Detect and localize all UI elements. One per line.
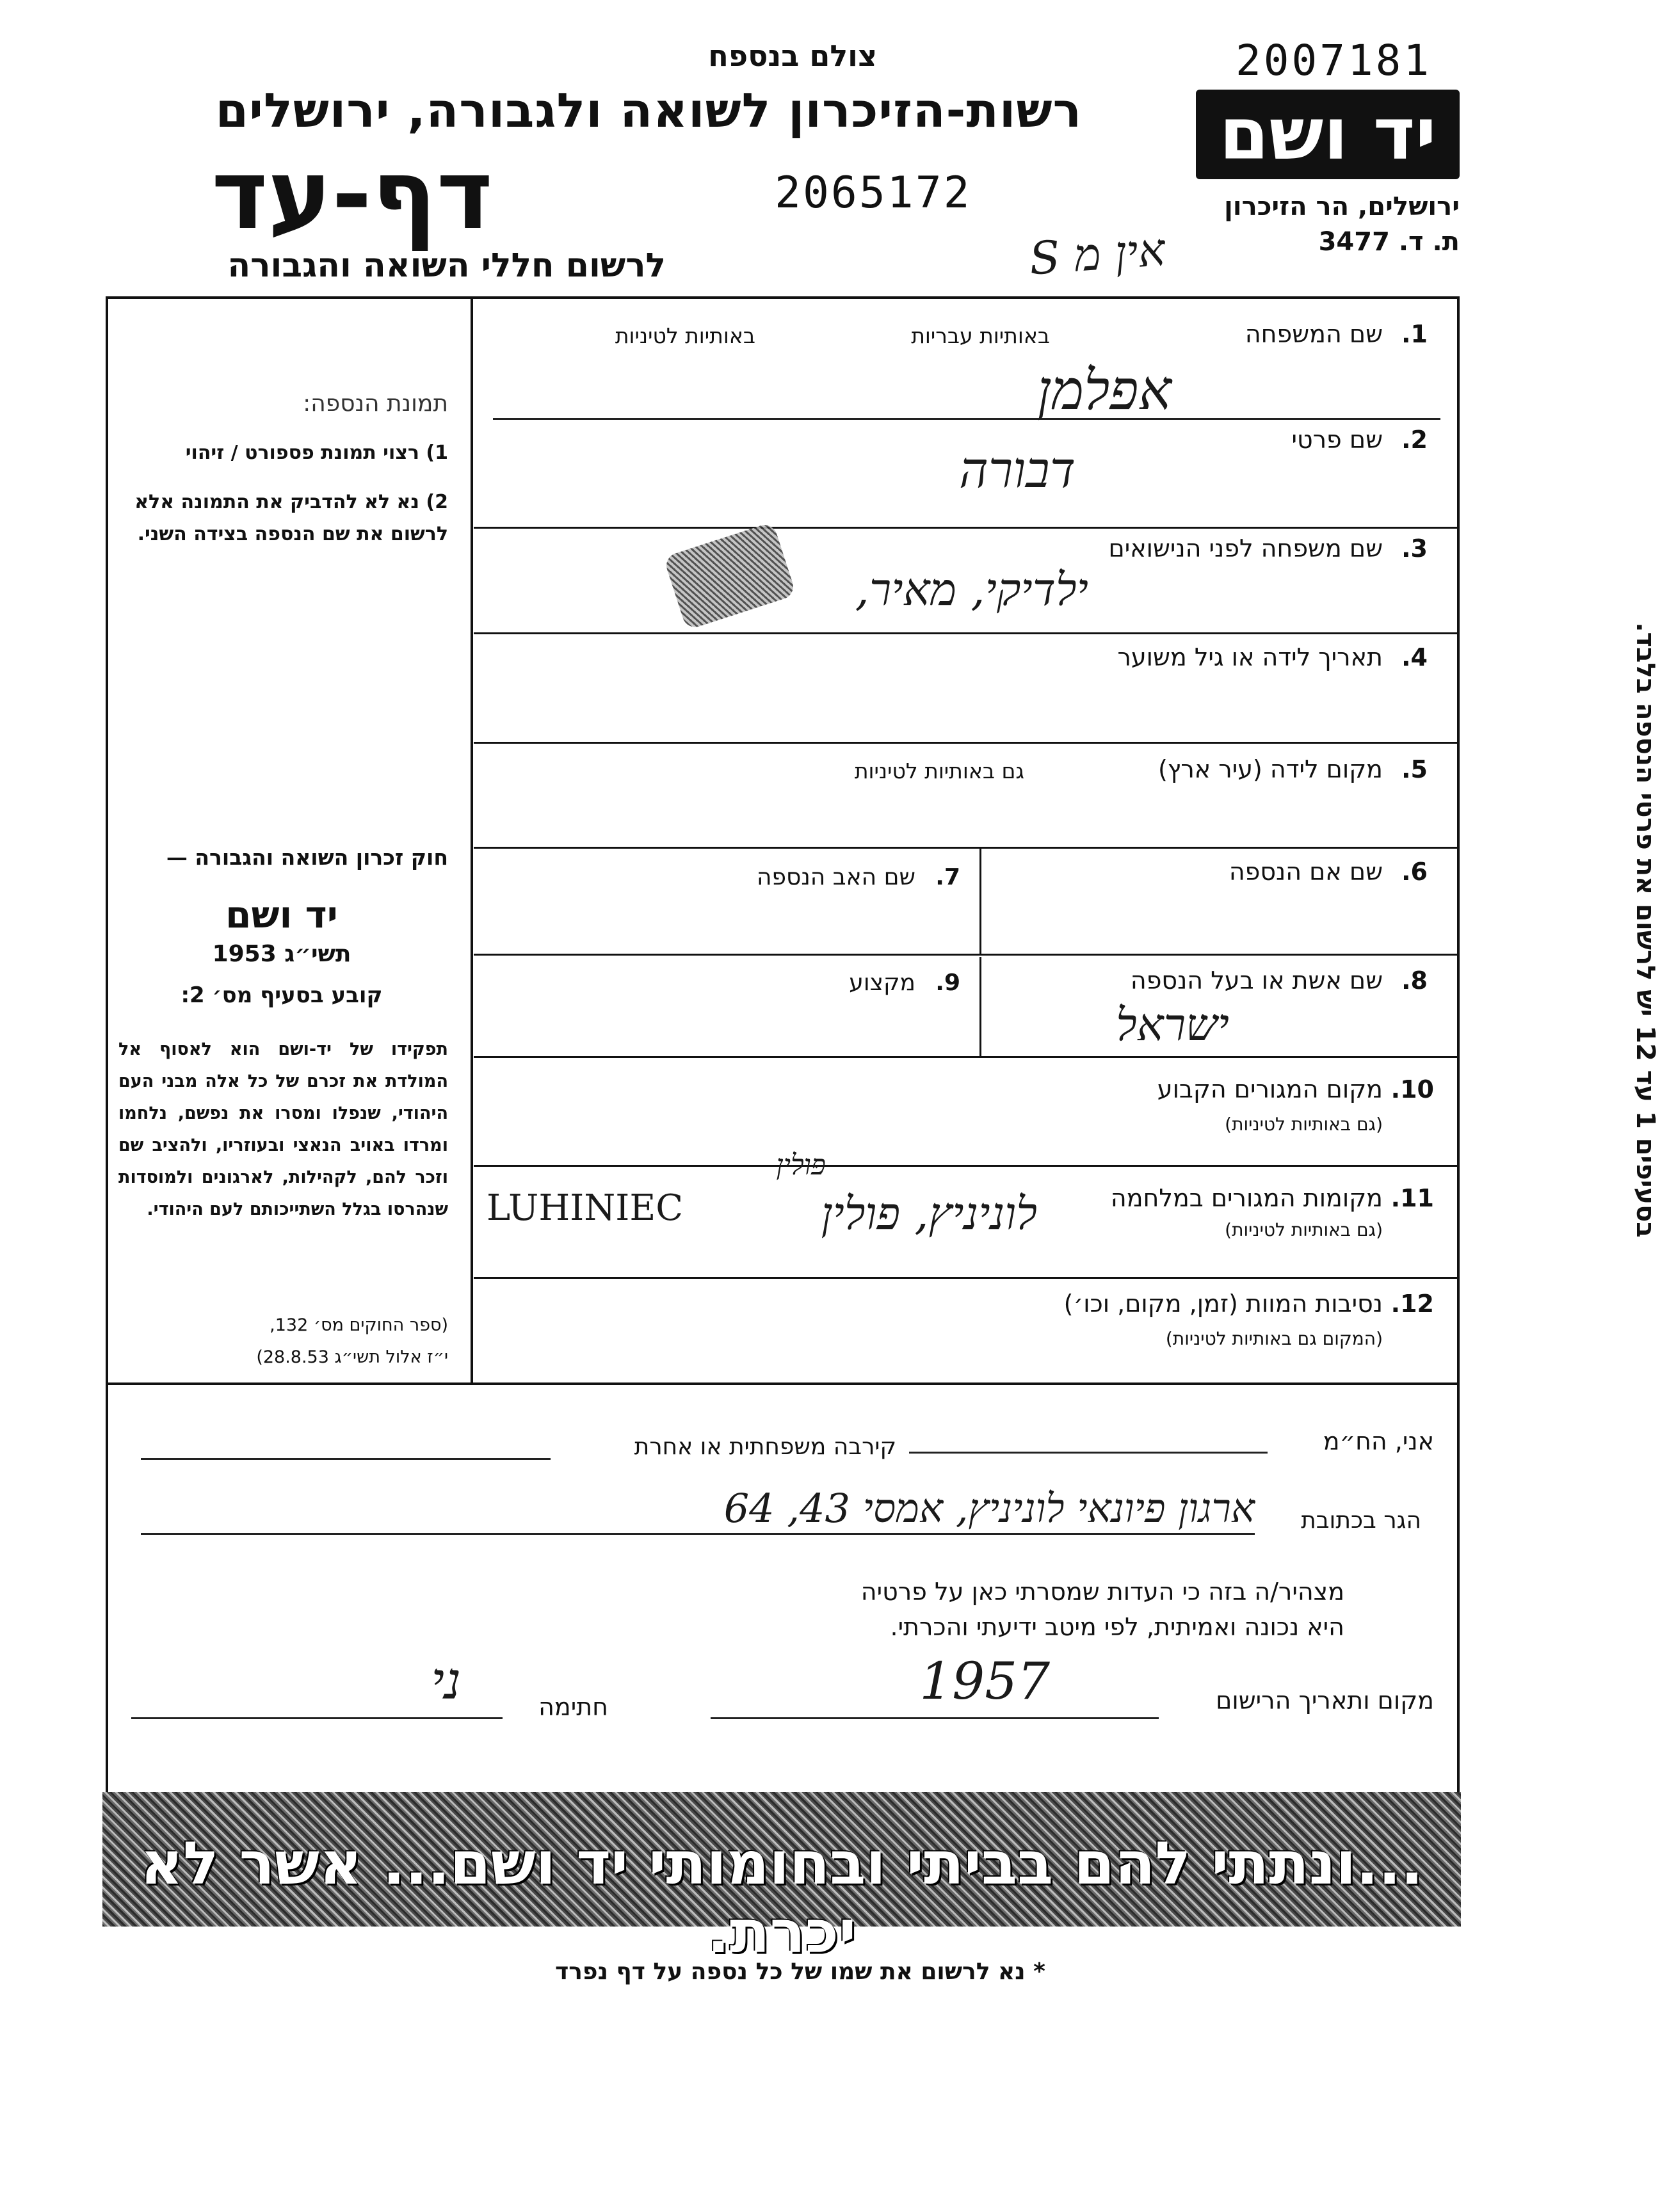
field-10-label: מקום המגורים הקבוע	[1157, 1075, 1383, 1103]
field-1-value: אפלמן	[1037, 358, 1172, 422]
side-note: בסעיפים 1 עד 12 יש לרשום את פרטי הנספה בלבד.	[1631, 622, 1660, 1238]
column-separator	[979, 848, 981, 954]
field-4-number: 4.	[1401, 643, 1428, 671]
field-11-note: (גם באותיות לטיניות)	[1225, 1219, 1383, 1240]
address-value: ארגון פיונאי לוניניץ, אמסי 43, 64	[723, 1485, 1255, 1532]
handwritten-reference: אין מ S	[1027, 223, 1167, 285]
authority-line: רשות-הזיכרון לשואה ולגבורה, ירושלים	[215, 83, 1082, 138]
row-separator	[474, 954, 1460, 956]
field-12-note: (המקום גם באותיות לטיניות)	[1165, 1328, 1383, 1349]
declarant-label: אני, הח״מ	[1323, 1427, 1434, 1455]
field-11-latin-value: LUHINIEC	[487, 1187, 684, 1229]
field-2-number: 2.	[1401, 426, 1428, 454]
field-4-label: תאריך לידה או גיל משוער	[1117, 643, 1383, 671]
field-9-label: מקצוע	[849, 970, 915, 996]
field-8-number: 8.	[1401, 966, 1428, 995]
document-number-top: 2007181	[1236, 36, 1432, 85]
panel-divider	[471, 296, 473, 1384]
field-3-value: ילדיקי, מאיר,	[855, 563, 1088, 616]
law-clause: קובע בסעיף מס׳ 2:	[181, 982, 383, 1008]
row-separator	[474, 1165, 1460, 1167]
statement-line-2: היא נכונה ואמיתית, לפי מיטב ידיעתי והכרתי.	[890, 1613, 1344, 1641]
field-5-label: מקום לידה (עיר ארץ)	[1158, 755, 1383, 783]
field-5-number: 5.	[1401, 755, 1428, 783]
column-separator	[979, 957, 981, 1056]
field-5-latin-hint: גם באותיות לטיניות	[854, 758, 1024, 783]
field-11-value: לוניניץ, פולין	[821, 1187, 1037, 1240]
field-2-label: שם פרטי	[1291, 426, 1383, 454]
field-3-label: שם משפחה לפני הנישואים	[1108, 534, 1383, 563]
footer-note: * נא לרשום את שמו של כל נספה על דף נפרד	[555, 1959, 1045, 1985]
signature-value: ני	[431, 1651, 461, 1711]
field-11-label: מקומות המגורים במלחמה	[1110, 1184, 1383, 1212]
field-7-number: 7.	[935, 864, 960, 890]
photo-instruction-2: 2) נא לא להדביק את התמונה אלא לרשום את שם הנספה בצידה השני.	[134, 491, 448, 545]
law-text: תפקידו של יד-ושם הוא לאסוף אל המולדת את זכרם של כל אלה מבני העם היהודי, שנפלו ומסרו את נפשם, נלחמו ומרדו באויב הנאצי ובעוזריו, ולהציב שם וזכר להם, לקהילות, לארגונים ולמוסדות שנהרסו בגלל השתייכותם לעם היהודי.	[118, 1039, 448, 1219]
place-date-value: 1957	[919, 1651, 1050, 1711]
yad-vashem-logo: יד ושם	[1196, 90, 1460, 179]
law-title: חוק זכרון השואה והגבורה —	[166, 845, 448, 870]
address-label: הגר בכתובת	[1301, 1507, 1421, 1534]
field-2-value: דבורה	[959, 442, 1076, 499]
row-separator	[474, 847, 1460, 849]
field-8-value: ישראל	[1115, 998, 1229, 1051]
address-line-2: ת. ד. 3477	[1318, 227, 1460, 257]
relation-line	[141, 1458, 551, 1460]
place-date-label: מקום ותאריך הרישום	[1216, 1687, 1434, 1715]
field-8-label: שם אשת או בעל הנספה	[1130, 966, 1383, 995]
law-year: תשי״ג 1953	[212, 941, 351, 967]
row-separator	[474, 527, 1460, 529]
document-number-mid: 2065172	[775, 168, 972, 218]
row-separator	[474, 1056, 1460, 1058]
address-line-1: ירושלים, הר הזיכרון	[1224, 192, 1460, 221]
field-9-number: 9.	[935, 970, 960, 996]
field-1-number: 1.	[1401, 320, 1428, 348]
field-1-hebrew-hint: באותיות עבריות	[911, 323, 1050, 348]
row-separator	[474, 742, 1460, 744]
photo-title: תמונת הנספה:	[303, 390, 448, 417]
field-1-latin-hint: באותיות לטיניות	[615, 323, 755, 348]
field-12-number: 12.	[1390, 1290, 1434, 1318]
field-10-note: (גם באותיות לטיניות)	[1225, 1114, 1383, 1135]
field-7-label: שם האב הנספה	[757, 864, 915, 890]
subtitle: לרשום חללי השואה והגבורה	[227, 246, 666, 285]
photo-note: צולם בנספח	[708, 38, 877, 73]
crossed-out-text	[663, 522, 796, 630]
photo-instruction-1: 1) רצוי תמונת פספורט / זיהוי	[185, 442, 448, 464]
quote-banner	[102, 1792, 1461, 1966]
field-12-label: נסיבות המוות (זמן, מקום, וכו׳)	[1063, 1290, 1383, 1318]
signature-label: חתימה	[538, 1693, 608, 1721]
law-source: (ספר החוקים מס׳ 132,	[270, 1315, 448, 1335]
field-6-label: שם אם הנספה	[1229, 858, 1383, 886]
field-6-number: 6.	[1401, 858, 1428, 886]
field-3-number: 3.	[1401, 534, 1428, 563]
form-left-border	[106, 296, 108, 1916]
field-11-value-small: פולין	[776, 1149, 826, 1182]
form-top-border	[106, 296, 1460, 299]
quote-banner-text: ...ונתתי להם בביתי ובחומותי יד ושם... אשר לא יכרת.	[140, 1829, 1423, 1966]
form-right-border	[1457, 296, 1460, 1794]
main-title: דף-עד	[211, 140, 493, 251]
row-separator	[474, 632, 1460, 634]
field-1-label: שם המשפחה	[1245, 320, 1383, 348]
address-line	[141, 1533, 1255, 1535]
relation-label: קירבה משפחתית או אחרת	[634, 1434, 896, 1460]
field-10-number: 10.	[1390, 1075, 1434, 1103]
place-date-line	[711, 1717, 1159, 1719]
signature-line	[131, 1717, 503, 1719]
law-date: י״ז אלול תשי״ג 28.8.53)	[256, 1347, 448, 1367]
law-name: יד ושם	[225, 893, 338, 936]
row-separator	[474, 1277, 1460, 1279]
field-11-number: 11.	[1390, 1184, 1434, 1212]
statement-line-1: מצהיר/ה בזה כי העדות שמסרתי כאן על פרטיה	[860, 1578, 1344, 1606]
declarant-name-line	[909, 1452, 1268, 1454]
form-section-divider	[106, 1382, 1460, 1385]
